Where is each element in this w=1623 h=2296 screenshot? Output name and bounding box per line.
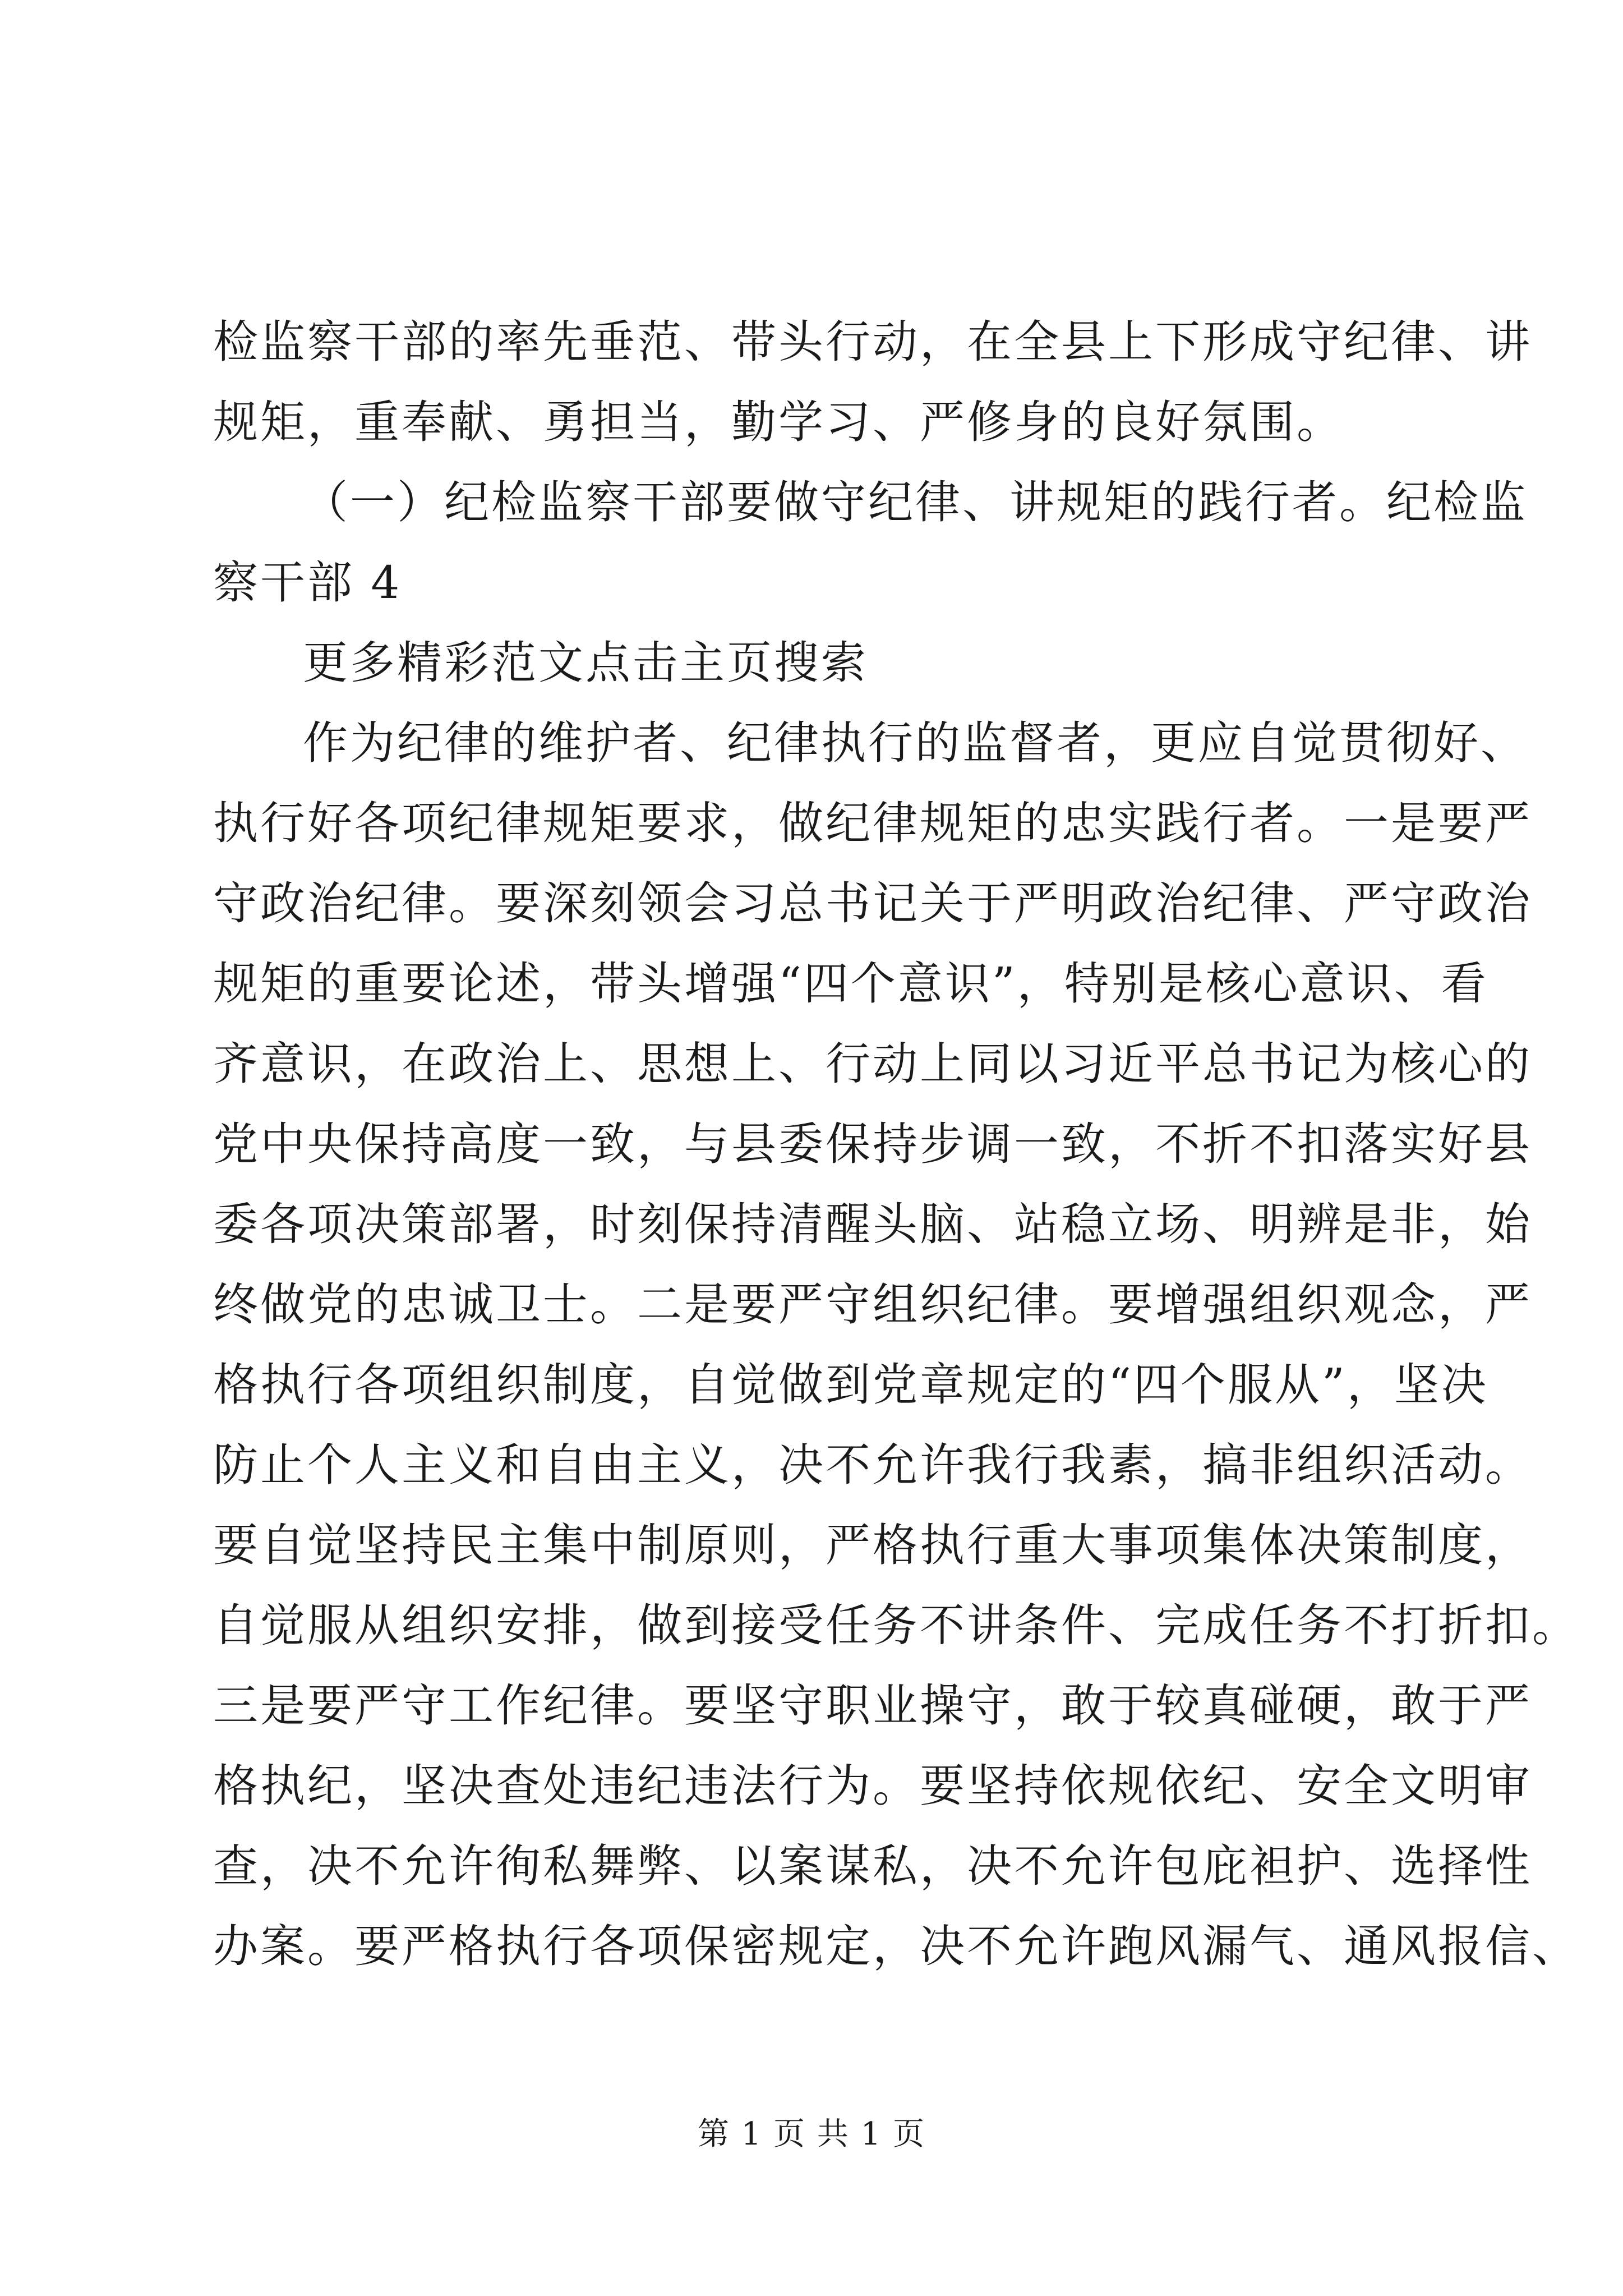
paragraph-line: 办案。要严格执行各项保密规定，决不允许跑风漏气、通风报信、 — [213, 1920, 1579, 1972]
paragraph-line: 终做党的忠诚卫士。二是要严守组织纪律。要增强组织观念，严 — [213, 1278, 1532, 1331]
paragraph-line: 守政治纪律。要深刻领会习总书记关于严明政治纪律、严守政治 — [213, 877, 1532, 930]
paragraph-line: 规矩的重要论述，带头增强“四个意识”，特别是核心意识、看 — [213, 958, 1488, 1010]
paragraph-line: 规矩，重奉献、勇担当，勤学习、严修身的良好氛围。 — [213, 396, 1344, 448]
paragraph-line: 要自觉坚持民主集中制原则，严格执行重大事项集体决策制度， — [213, 1519, 1532, 1571]
paragraph-line: 委各项决策部署，时刻保持清醒头脑、站稳立场、明辨是非，始 — [213, 1198, 1532, 1250]
paragraph-line: 防止个人主义和自由主义，决不允许我行我素，搞非组织活动。 — [213, 1439, 1532, 1491]
promo-line: 更多精彩范文点击主页搜索 — [303, 637, 868, 689]
paragraph-line: 作为纪律的维护者、纪律执行的监督者，更应自觉贯彻好、 — [303, 717, 1528, 769]
paragraph-line: 自觉服从组织安排，做到接受任务不讲条件、完成任务不打折扣。 — [213, 1599, 1579, 1651]
paragraph-line: 察干部 4 — [213, 556, 402, 609]
paragraph-line: 齐意识，在政治上、思想上、行动上同以习近平总书记为核心的 — [213, 1038, 1532, 1090]
paragraph-line: 党中央保持高度一致，与县委保持步调一致，不折不扣落实好县 — [213, 1118, 1532, 1170]
paragraph-line: 查，决不允许徇私舞弊、以案谋私，决不允许包庇袒护、选择性 — [213, 1840, 1532, 1892]
section-heading-line: （一）纪检监察干部要做守纪律、讲规矩的践行者。纪检监 — [303, 476, 1528, 528]
paragraph-line: 格执纪，坚决查处违纪违法行为。要坚持依规依纪、安全文明审 — [213, 1760, 1532, 1812]
paragraph-line: 格执行各项组织制度，自觉做到党章规定的“四个服从”，坚决 — [213, 1359, 1488, 1411]
paragraph-line: 三是要严守工作纪律。要坚守职业操守，敢于较真碰硬，敢于严 — [213, 1680, 1532, 1732]
page-footer: 第 1 页 共 1 页 — [697, 2116, 926, 2152]
paragraph-line: 执行好各项纪律规矩要求，做纪律规矩的忠实践行者。一是要严 — [213, 797, 1532, 849]
paragraph-line: 检监察干部的率先垂范、带头行动，在全县上下形成守纪律、讲 — [213, 316, 1532, 368]
